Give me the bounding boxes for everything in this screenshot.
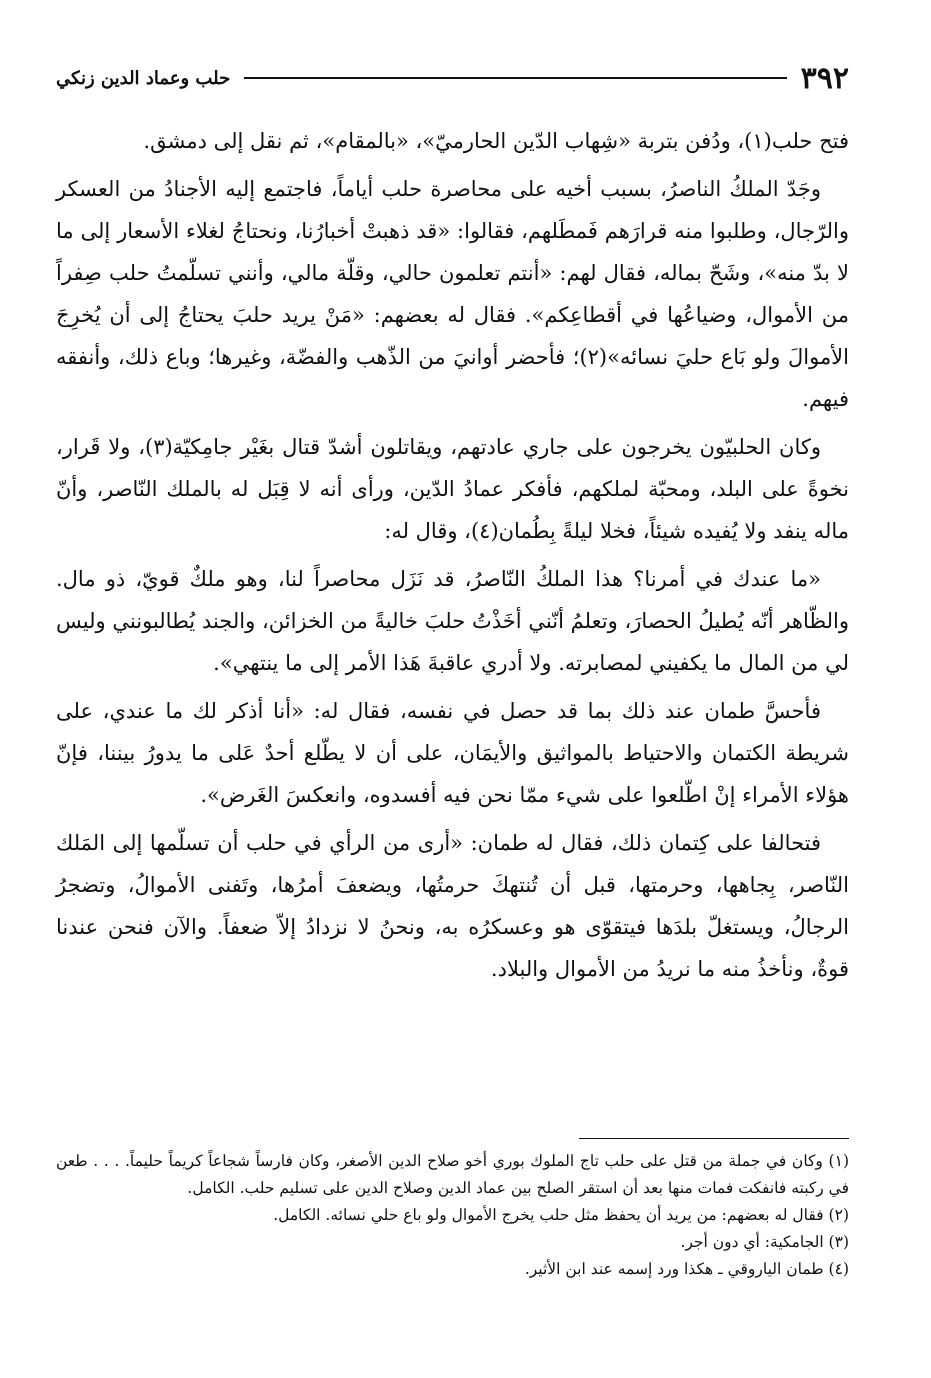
running-title: حلب وعماد الدين زنكي [56,67,231,89]
paragraph: وجَدّ الملكُ الناصرُ، بسبب أخيه على محاصرة حلب أياماً، فاجتمع إليه الأجنادُ من العسكر والرّجال، وطلبوا منه قرارَهم فَمطَلهم، فقالوا: «قد ذهبتْ أخبارُنا، ونحتاجُ لغلاء الأسعار إلى ما لا بدّ منه»، وشَحّ بماله، فقال لهم: «أنتم تعلمون حالي، وقلّة مالي، وأنني تسلّمتُ حلب صِفراً من الأموال، وضياعُها في أقطاعِكم». فقال له بعضهم: «مَنْ يريد حلبَ يحتاجُ إلى أن يُخرِجَ الأموالَ ولو بَاع حليَ نسائه»(٢)؛ فأحضر أوانيَ من الذّهب والفضّة، وغيرها؛ وباع ذلك، وأنفقه فيهم. [56,177,849,411]
footnote: (١) وكان في جملة من قتل على حلب تاج الملوك بوري أخو صلاح الدين الأصغر، وكان فارساً شجاعاً كريماً حليماً. . . . طعن في ركبته فانفكت فمات منها بعد أن استقر الصلح بين عماد الدين وصلاح الدين على تسليم حلب. الكامل. [56,1152,849,1197]
main-text [56,120,849,996]
paragraph: وكان الحلبيّون يخرجون على جاري عادتهم، ويقاتلون أشدّ قتال بغَيْر جامِكيّة(٣)، ولا قَرار، نخوةً على البلد، ومحبّة لملكهم، فأفكر عمادُ الدّين، ورأى أنه لا قِبَل له بالملك النّاصر، وأنّ ماله ينفد ولا يُفيده شيئاً، فخلا ليلةً بِطُمان(٤)، وقال له: [56,435,849,543]
footnote: (٣) الجامكية: أي دون أجر. [680,1233,849,1251]
footnote: (٢) فقال له بعضهم: من يريد أن يحفظ مثل حلب يخرج الأموال ولو باع حلي نسائه. الكامل. [273,1206,849,1224]
paragraph: فتح حلب(١)، ودُفن بتربة «شِهاب الدّين الحارميّ»، «بالمقام»، ثم نقل إلى دمشق. [143,129,849,153]
footnote: (٤) طمان الياروقي ـ هكذا ورد إسمه عند ابن الأثير. [524,1260,849,1278]
running-head [56,58,849,98]
footnotes [56,1148,849,1283]
paragraph: «ما عندك في أمرنا؟ هذا الملكُ النّاصرُ، قد نَزَل محاصراً لنا، وهو ملكٌ قويّ، ذو مال. والظّاهر أنّه يُطيلُ الحصارَ، وتعلمُ أنّني أخَذْتُ حلبَ خاليةً من الخزائن، والجند يُطالبونني وليس لي من المال ما يكفيني لمصابرته. ولا أدري عاقبةَ هَذا الأمر إلى ما ينتهي». [56,567,849,675]
paragraph: فأحسَّ طمان عند ذلك بما قد حصل في نفسه، فقال له: «أنا أذكر لك ما عندي، على شريطة الكتمان والاحتياط بالمواثيق والأيمَان، على أن لا يطّلع أحدٌ عَلى ما يدورُ بيننا، فإنّ هؤلاء الأمراء إنْ اطّلعوا على شيء ممّا نحن فيه أفسدوه، وانعكسَ الغَرض». [56,699,849,807]
header-rule [244,77,786,79]
paragraph: فتحالفا على كِتمان ذلك، فقال له طمان: «أرى من الرأي في حلب أن تسلّمها إلى المَلك النّاصر، بِجاهها، وحرمتها، قبل أن تُنتهكَ حرمتُها، ويضعفَ أمرُها، وتَفنى الأموالُ، وتضجرُ الرجالُ، ويستغلّ بلدَها فيتقوّى هو وعسكرُه به، ونحنُ لا نزدادُ إلاّ ضعفاً. والآن فنحن عندنا قوةٌ، ونأخذُ منه ما نريدُ من الأموال والبلاد. [56,831,849,981]
page-number: ٣٩٢ [800,60,849,96]
footnote-rule [579,1138,849,1139]
